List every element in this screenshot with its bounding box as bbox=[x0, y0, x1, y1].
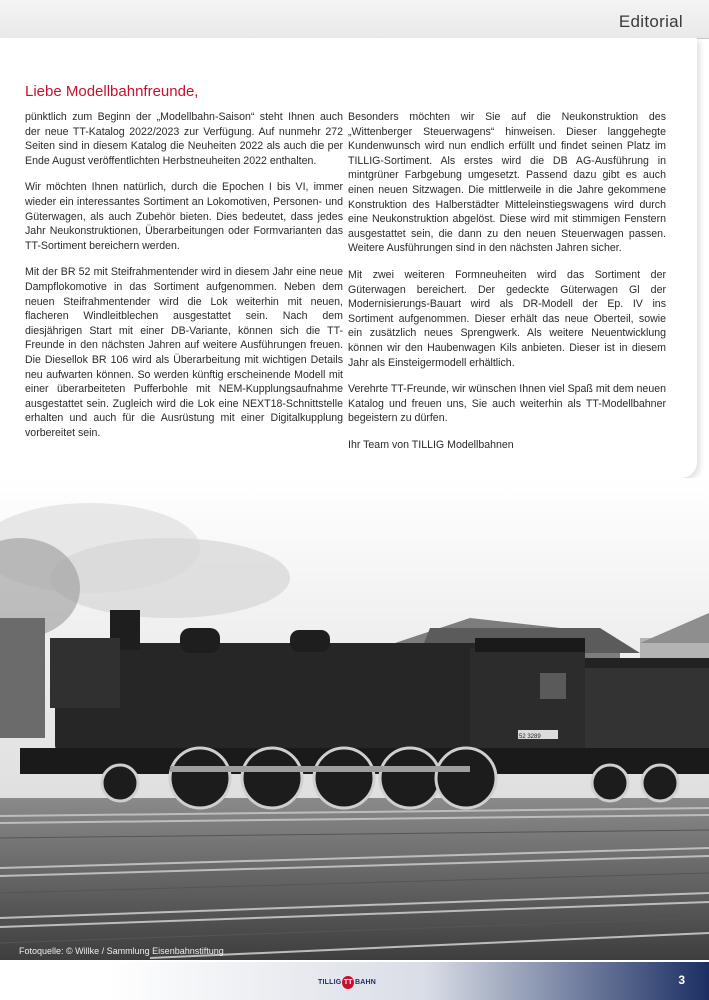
page-number: 3 bbox=[678, 973, 685, 987]
loco-number-plate: 52 3289 bbox=[519, 734, 541, 740]
header-bar bbox=[0, 0, 709, 39]
section-title: Editorial bbox=[618, 12, 683, 31]
paragraph: Mit zwei weiteren Formneuheiten wird das Sortiment der Güterwagen bereichert. Der gedeckte Güterwagen Gl der Modernisierungs-Bauart wird als DR-Modell der Ep. IV ins Sortiment aufgenommen. Dieser erhält das neue Oberteil, sowie ein zusätzlich neues Sprengwerk. Als weitere Neuentwicklung können wir den Haubenwagen Kils anbieten. Dieser ist in diesem Jahr als Einsteigermodell erhältlich. bbox=[348, 268, 666, 369]
paragraph: Wir möchten Ihnen natürlich, durch die Epochen I bis VI, immer wieder ein interessantes Sortiment an Lokomotiven, Personen- und Güterwagen, als auch Zubehör bieten. Dies bedeutet, dass jedes Jahr Neukonstruktionen, Überarbeitungen oder Formvarianten das TT-Sortiment bereichern werden. bbox=[25, 181, 343, 252]
paragraph: Mit der BR 52 mit Steifrahmentender wird in diesem Jahr eine neue Dampflokomotive in das Sortiment aufgenommen. Neben dem neuen Steifrahmentender wird die Lok weiterhin mit neuen, flacheren Windleitblechen ausgestattet sein. Nach dem diesjährigen Start mit einer DB-Variante, können sich die TT-Freunde in den nächsten Jahren auf weitere Ausführungen freuen. Die Diesellok BR 106 wird als Überarbeitung mit wichtigen Details neu aufwarten können. So werden künftig erscheinende Modell mit einer überarbeiteten Pufferbohle mit NEM-Kupplungsaufnahme ausgestattet sein. Zugleich wird die Lok eine NEXT18-Schnittstelle erhalten und auch für die Ausrüstung mit einer Digitalkupplung vorbereitet sein. bbox=[25, 266, 343, 439]
left-text-column bbox=[25, 110, 343, 452]
right-text-column bbox=[348, 110, 666, 464]
paragraph: Verehrte TT-Freunde, wir wünschen Ihnen viel Spaß mit dem neuen Katalog und freuen uns, Sie auch weiterhin als TT-Modellbahner begeistern zu dürfen. bbox=[348, 383, 666, 425]
signature: Ihr Team von TILLIG Modellbahnen bbox=[348, 438, 514, 451]
paragraph: Besonders möchten wir Sie auf die Neukonstruktion des „Wittenberger Steuerwagens“ hinweisen. Dieser langgehegte Kundenwunsch wird nun endlich erfüllt und findet seinen Platz im TILLIG-Sortiment. Als erstes wird die DB AG-Ausführung in mintgrüner Farbgebung umgesetzt. Passend dazu gibt es auch einen neuen Sitzwagen. Die mittlerweile in die Jahre gekommene Konstruktion des Halberstädter Mitteleinstiegswagens wird durch eine Neukonstruktion abgelöst. Diese wird mit stimmigen Fenstern ausgestattet sein, die dann zu den neuen Steuerwagen passen. Weitere Ausführungen sind in den nächsten Jahren sicher. bbox=[348, 111, 666, 255]
tillig-logo: TILLIG TT BAHN bbox=[318, 975, 376, 989]
greeting-heading: Liebe Modellbahnfreunde, bbox=[25, 83, 199, 100]
steam-locomotive-photo bbox=[0, 478, 709, 960]
paragraph: pünktlich zum Beginn der „Modellbahn-Saison“ steht Ihnen auch der neue TT-Katalog 2022/2023 zur Verfügung. Auf nunmehr 272 Seiten sind in diesem Katalog die Neuheiten 2022 als auch die per Ende August veröffentlichten Herbstneuheiten 2022 enthalten. bbox=[25, 111, 343, 167]
photo-caption: Fotoquelle: © Willke / Sammlung Eisenbahnstiftung bbox=[19, 946, 224, 956]
